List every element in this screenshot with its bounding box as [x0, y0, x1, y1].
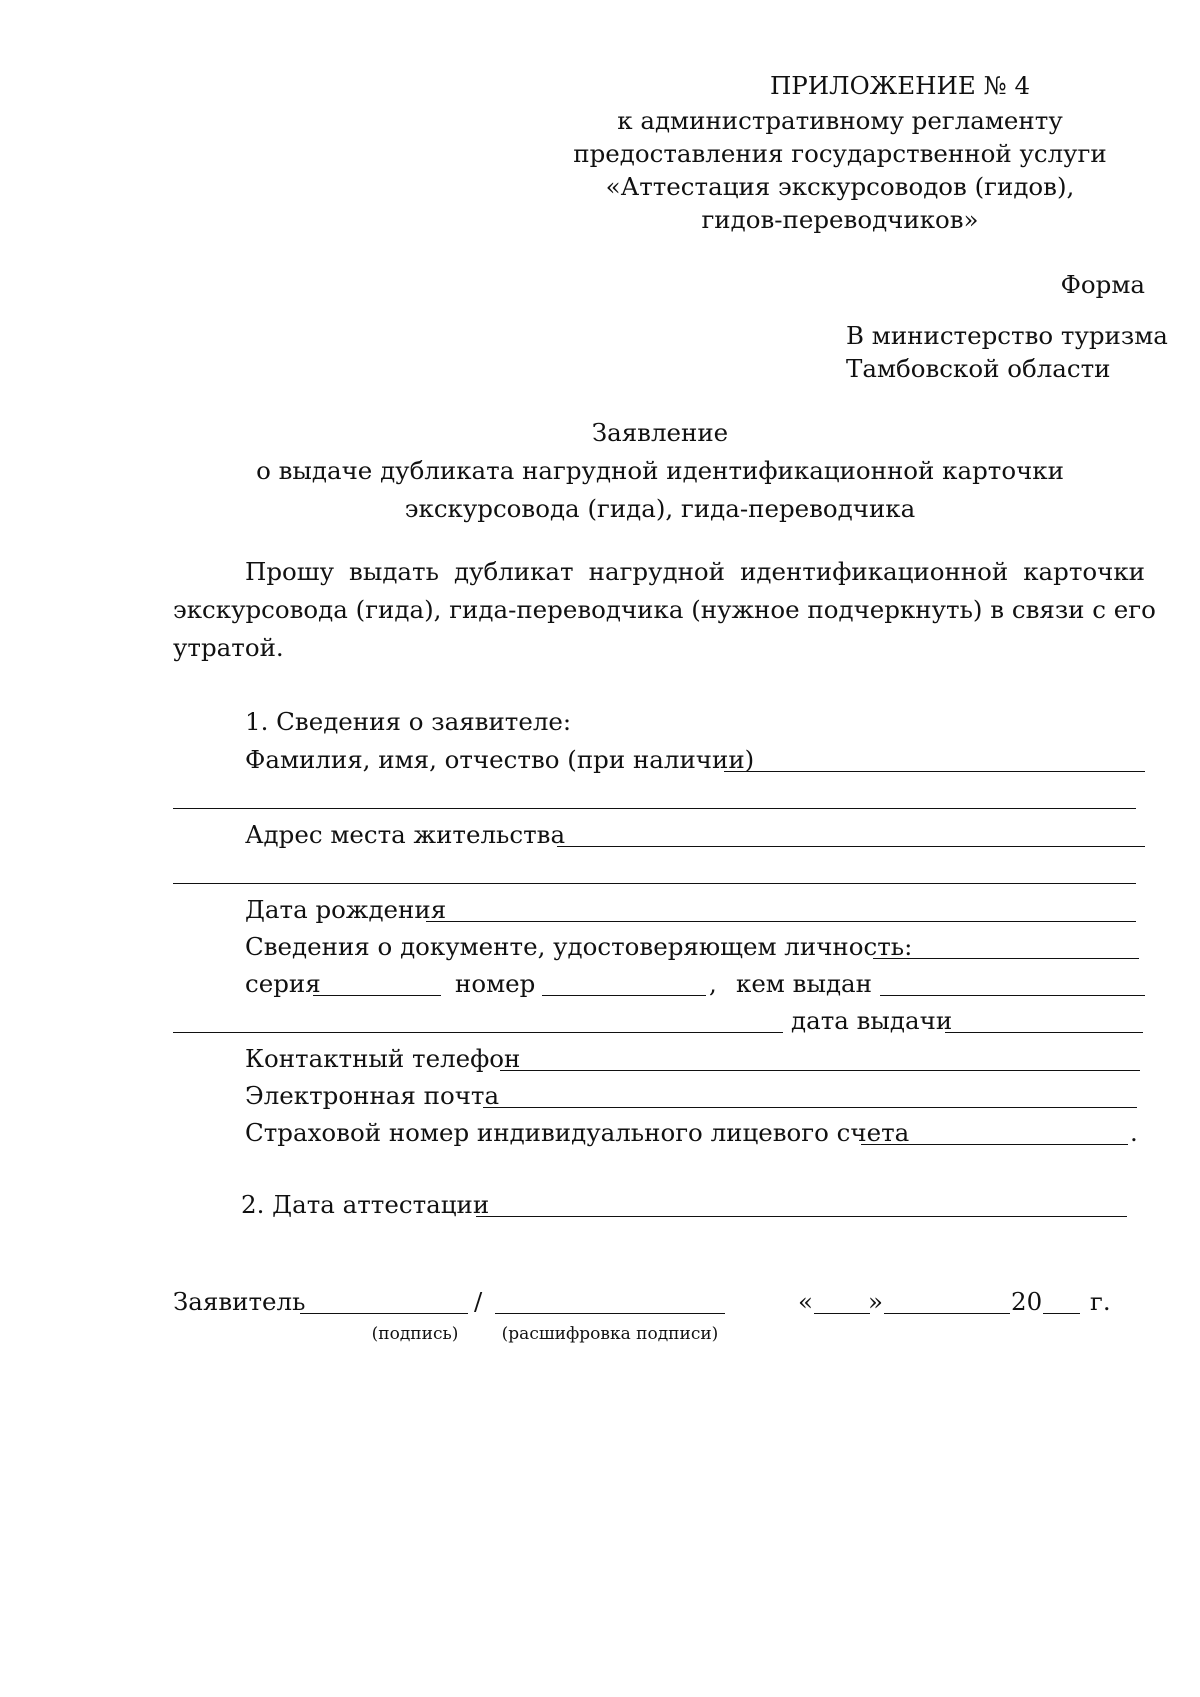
appendix-line-2: к административному регламенту	[617, 106, 1063, 135]
caption-signature: (подпись)	[371, 1324, 459, 1344]
date-year-field[interactable]	[1043, 1313, 1080, 1314]
number-comma: ,	[709, 969, 717, 998]
snils-label: Страховой номер индивидуального лицевого счета	[245, 1118, 910, 1147]
phone-field[interactable]	[500, 1070, 1140, 1071]
signature-decoding-field[interactable]	[495, 1313, 725, 1314]
issued-by-label: кем выдан	[736, 969, 872, 998]
issued-by-field-continuation[interactable]	[173, 1032, 783, 1033]
title-line-2: о выдаче дубликата нагрудной идентификационной карточки	[256, 456, 1064, 485]
signature-field[interactable]	[300, 1313, 468, 1314]
fio-label: Фамилия, имя, отчество (при наличии)	[245, 745, 755, 774]
address-field-continuation[interactable]	[173, 883, 1136, 884]
date-year-suffix: г.	[1090, 1287, 1111, 1316]
appendix-line-4: «Аттестация экскурсоводов (гидов),	[605, 172, 1075, 201]
id-document-field[interactable]	[873, 958, 1139, 959]
address-field[interactable]	[557, 846, 1145, 847]
fio-field[interactable]	[724, 771, 1145, 772]
date-open-quote: «	[798, 1287, 813, 1316]
date-day-field[interactable]	[814, 1313, 870, 1314]
issued-by-field[interactable]	[880, 995, 1145, 996]
appendix-line-3: предоставления государственной услуги	[573, 139, 1107, 168]
date-month-field[interactable]	[884, 1313, 1010, 1314]
snils-period: .	[1130, 1118, 1138, 1147]
signature-slash: /	[474, 1287, 483, 1316]
birth-date-label: Дата рождения	[245, 895, 447, 924]
title-line-3: экскурсовода (гида), гида-переводчика	[404, 494, 916, 523]
appendix-number: ПРИЛОЖЕНИЕ № 4	[769, 71, 1031, 100]
series-field[interactable]	[313, 995, 441, 996]
appendix-line-5: гидов-переводчиков»	[701, 205, 979, 234]
snils-field[interactable]	[861, 1144, 1128, 1145]
section-1-heading: 1. Сведения о заявителе:	[245, 707, 572, 736]
caption-decoding: (расшифровка подписи)	[501, 1324, 719, 1344]
birth-date-field[interactable]	[426, 921, 1136, 922]
addressee-line-1: В министерство туризма	[846, 321, 1168, 350]
phone-label: Контактный телефон	[245, 1044, 521, 1073]
attestation-date-field[interactable]	[476, 1216, 1127, 1217]
number-field[interactable]	[542, 995, 706, 996]
issue-date-field[interactable]	[945, 1032, 1143, 1033]
body-line-1: Прошу выдать дубликат нагрудной идентификационной карточки	[245, 557, 1145, 586]
fio-field-continuation[interactable]	[173, 808, 1136, 809]
email-label: Электронная почта	[245, 1081, 500, 1110]
body-line-2: экскурсовода (гида), гида-переводчика (нужное подчеркнуть) в связи с его	[173, 595, 1156, 624]
addressee-line-2: Тамбовской области	[846, 354, 1111, 383]
form-label: Форма	[1060, 270, 1145, 299]
date-year-prefix: 20	[1011, 1287, 1043, 1316]
body-line-3: утратой.	[173, 633, 284, 662]
applicant-label: Заявитель	[173, 1287, 306, 1316]
attestation-date-label: 2. Дата аттестации	[241, 1190, 490, 1219]
address-label: Адрес места жительства	[245, 820, 566, 849]
title-line-1: Заявление	[591, 418, 729, 447]
series-label: серия	[245, 969, 321, 998]
email-field[interactable]	[483, 1107, 1137, 1108]
number-label: номер	[455, 969, 536, 998]
issue-date-label: дата выдачи	[791, 1006, 953, 1035]
id-document-label: Сведения о документе, удостоверяющем личность:	[245, 932, 913, 961]
date-close-quote: »	[868, 1287, 883, 1316]
